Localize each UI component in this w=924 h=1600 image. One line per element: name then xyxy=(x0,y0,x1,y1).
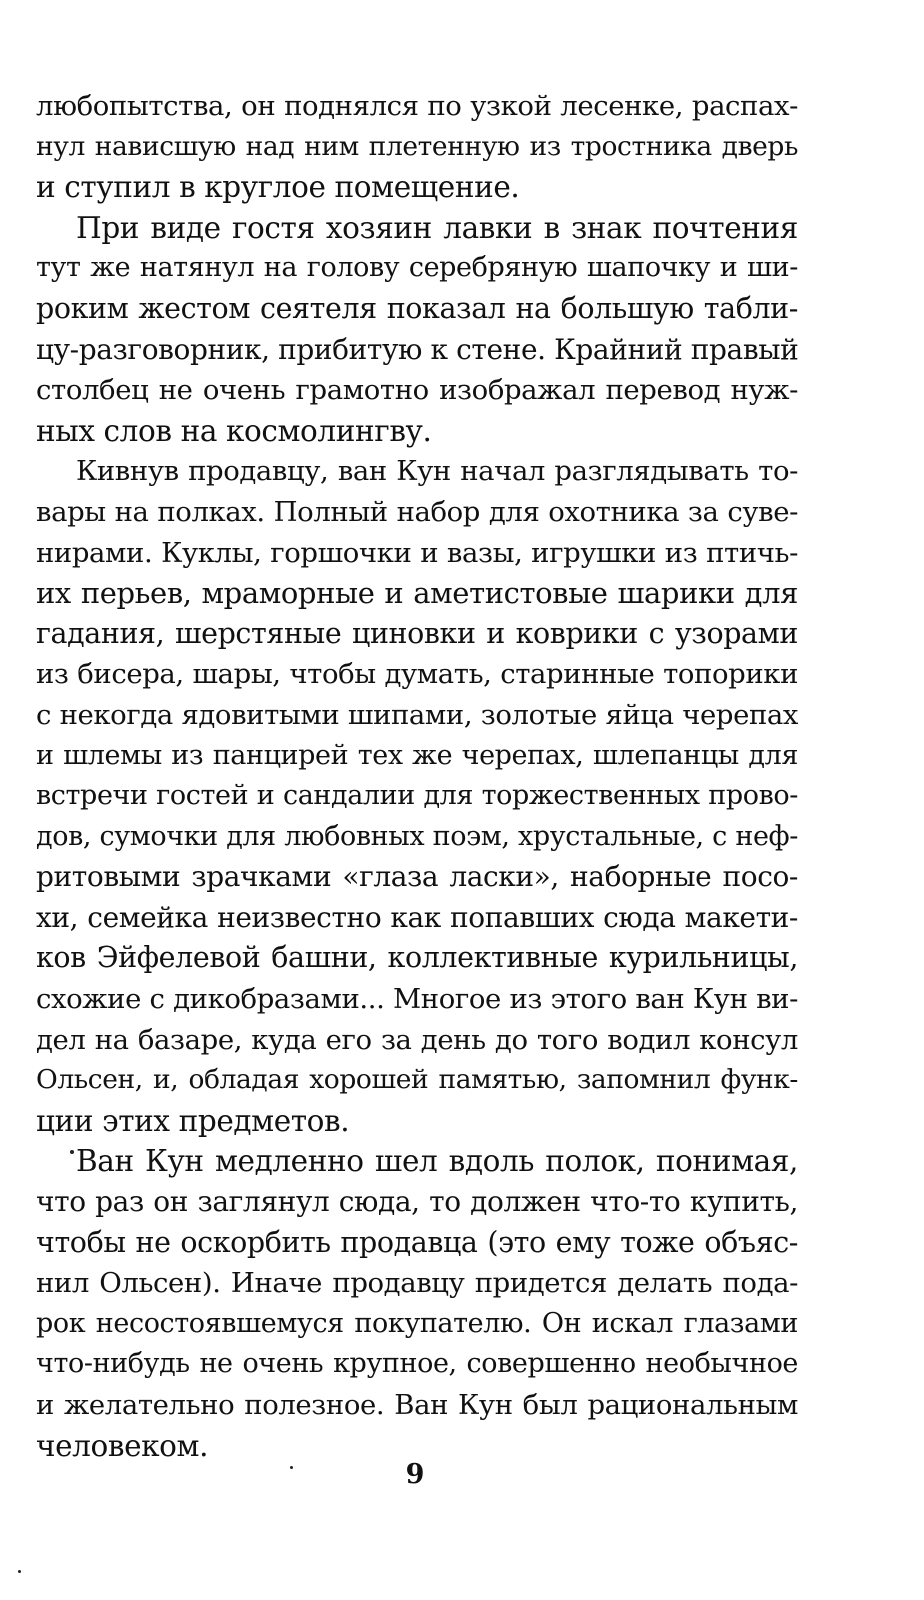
text-line: нирами. Куклы, горшочки и вазы, игрушки из птичь- xyxy=(36,536,798,569)
text-line: и ступил в круглое помещение. xyxy=(36,170,520,205)
text-line: с некогда ядовитыми шипами, золотые яйца черепах xyxy=(36,698,798,731)
text-line: и желательно полезное. Ван Кун был рациональным xyxy=(36,1389,798,1421)
text-line: встречи гостей и сандалии для торжественных прово- xyxy=(36,780,798,812)
text-line: из бисера, шары, чтобы думать, старинные топорики xyxy=(36,658,798,691)
text-line: дел на базаре, куда его за день до того водил консул xyxy=(36,1023,798,1056)
text-line: Ван Кун медленно шел вдоль полок, понимая, xyxy=(76,1144,798,1179)
text-line: нил Ольсен). Иначе продавцу придется делать пода- xyxy=(36,1267,798,1300)
text-line: Ольсен, и, обладая хорошей памятью, запомнил функ- xyxy=(36,1064,798,1096)
text-line: схожие с дикобразами... Многое из этого ван Кун ви- xyxy=(36,983,798,1016)
text-line: ных слов на космолингву. xyxy=(36,413,432,448)
text-line: что раз он заглянул сюда, то должен что-то купить, xyxy=(36,1185,798,1219)
text-line: ции этих предметов. xyxy=(36,1103,350,1138)
text-line: что-нибудь не очень крупное, совершенно необычное xyxy=(36,1348,798,1380)
text-line: цу-разговорник, прибитую к стене. Крайний правый xyxy=(36,332,799,366)
text-line: вары на полках. Полный набор для охотника за суве- xyxy=(36,495,798,528)
text-line: человеком. xyxy=(36,1428,209,1463)
text-line: тут же натянул на голову серебряную шапочку и ши- xyxy=(36,252,798,284)
text-line: и шлемы из панцирей тех же черепах, шлепанцы для xyxy=(36,739,798,771)
scan-speck xyxy=(70,1150,74,1154)
text-line: чтобы не оскорбить продавца (это ему тоже объяс- xyxy=(36,1225,798,1259)
text-line: роким жестом сеятеля показал на большую табли- xyxy=(36,291,798,325)
text-line: ков Эйфелевой башни, коллективные курильницы, xyxy=(36,941,798,975)
text-line: При виде гостя хозяин лавки в знак почтения xyxy=(76,210,798,245)
text-line: столбец не очень грамотно изображал перевод нуж- xyxy=(36,374,798,407)
text-line: их перьев, мраморные и аметистовые шарики для xyxy=(36,576,798,611)
text-line: дов, сумочки для любовных поэм, хрустальные, с неф- xyxy=(36,820,798,852)
text-line: Кивнув продавцу, ван Кун начал разглядывать то- xyxy=(76,455,798,488)
page-number: 9 xyxy=(405,1459,425,1490)
body-text xyxy=(36,86,798,1466)
text-line: нул нависшую над ним плетенную из тростника дверь xyxy=(36,130,798,162)
text-line: хи, семейка неизвестно как попавших сюда макети- xyxy=(36,900,798,934)
text-line: ритовыми зрачками «глаза ласки», наборные посо- xyxy=(36,860,798,894)
text-line: любопытства, он поднялся по узкой лесенке, распах- xyxy=(36,90,798,122)
scan-speck xyxy=(290,1466,293,1469)
text-line: гадания, шерстяные циновки и коврики с узорами xyxy=(36,616,798,650)
text-line: рок несостоявшемуся покупателю. Он искал глазами xyxy=(36,1307,798,1339)
scan-speck xyxy=(18,1570,21,1573)
